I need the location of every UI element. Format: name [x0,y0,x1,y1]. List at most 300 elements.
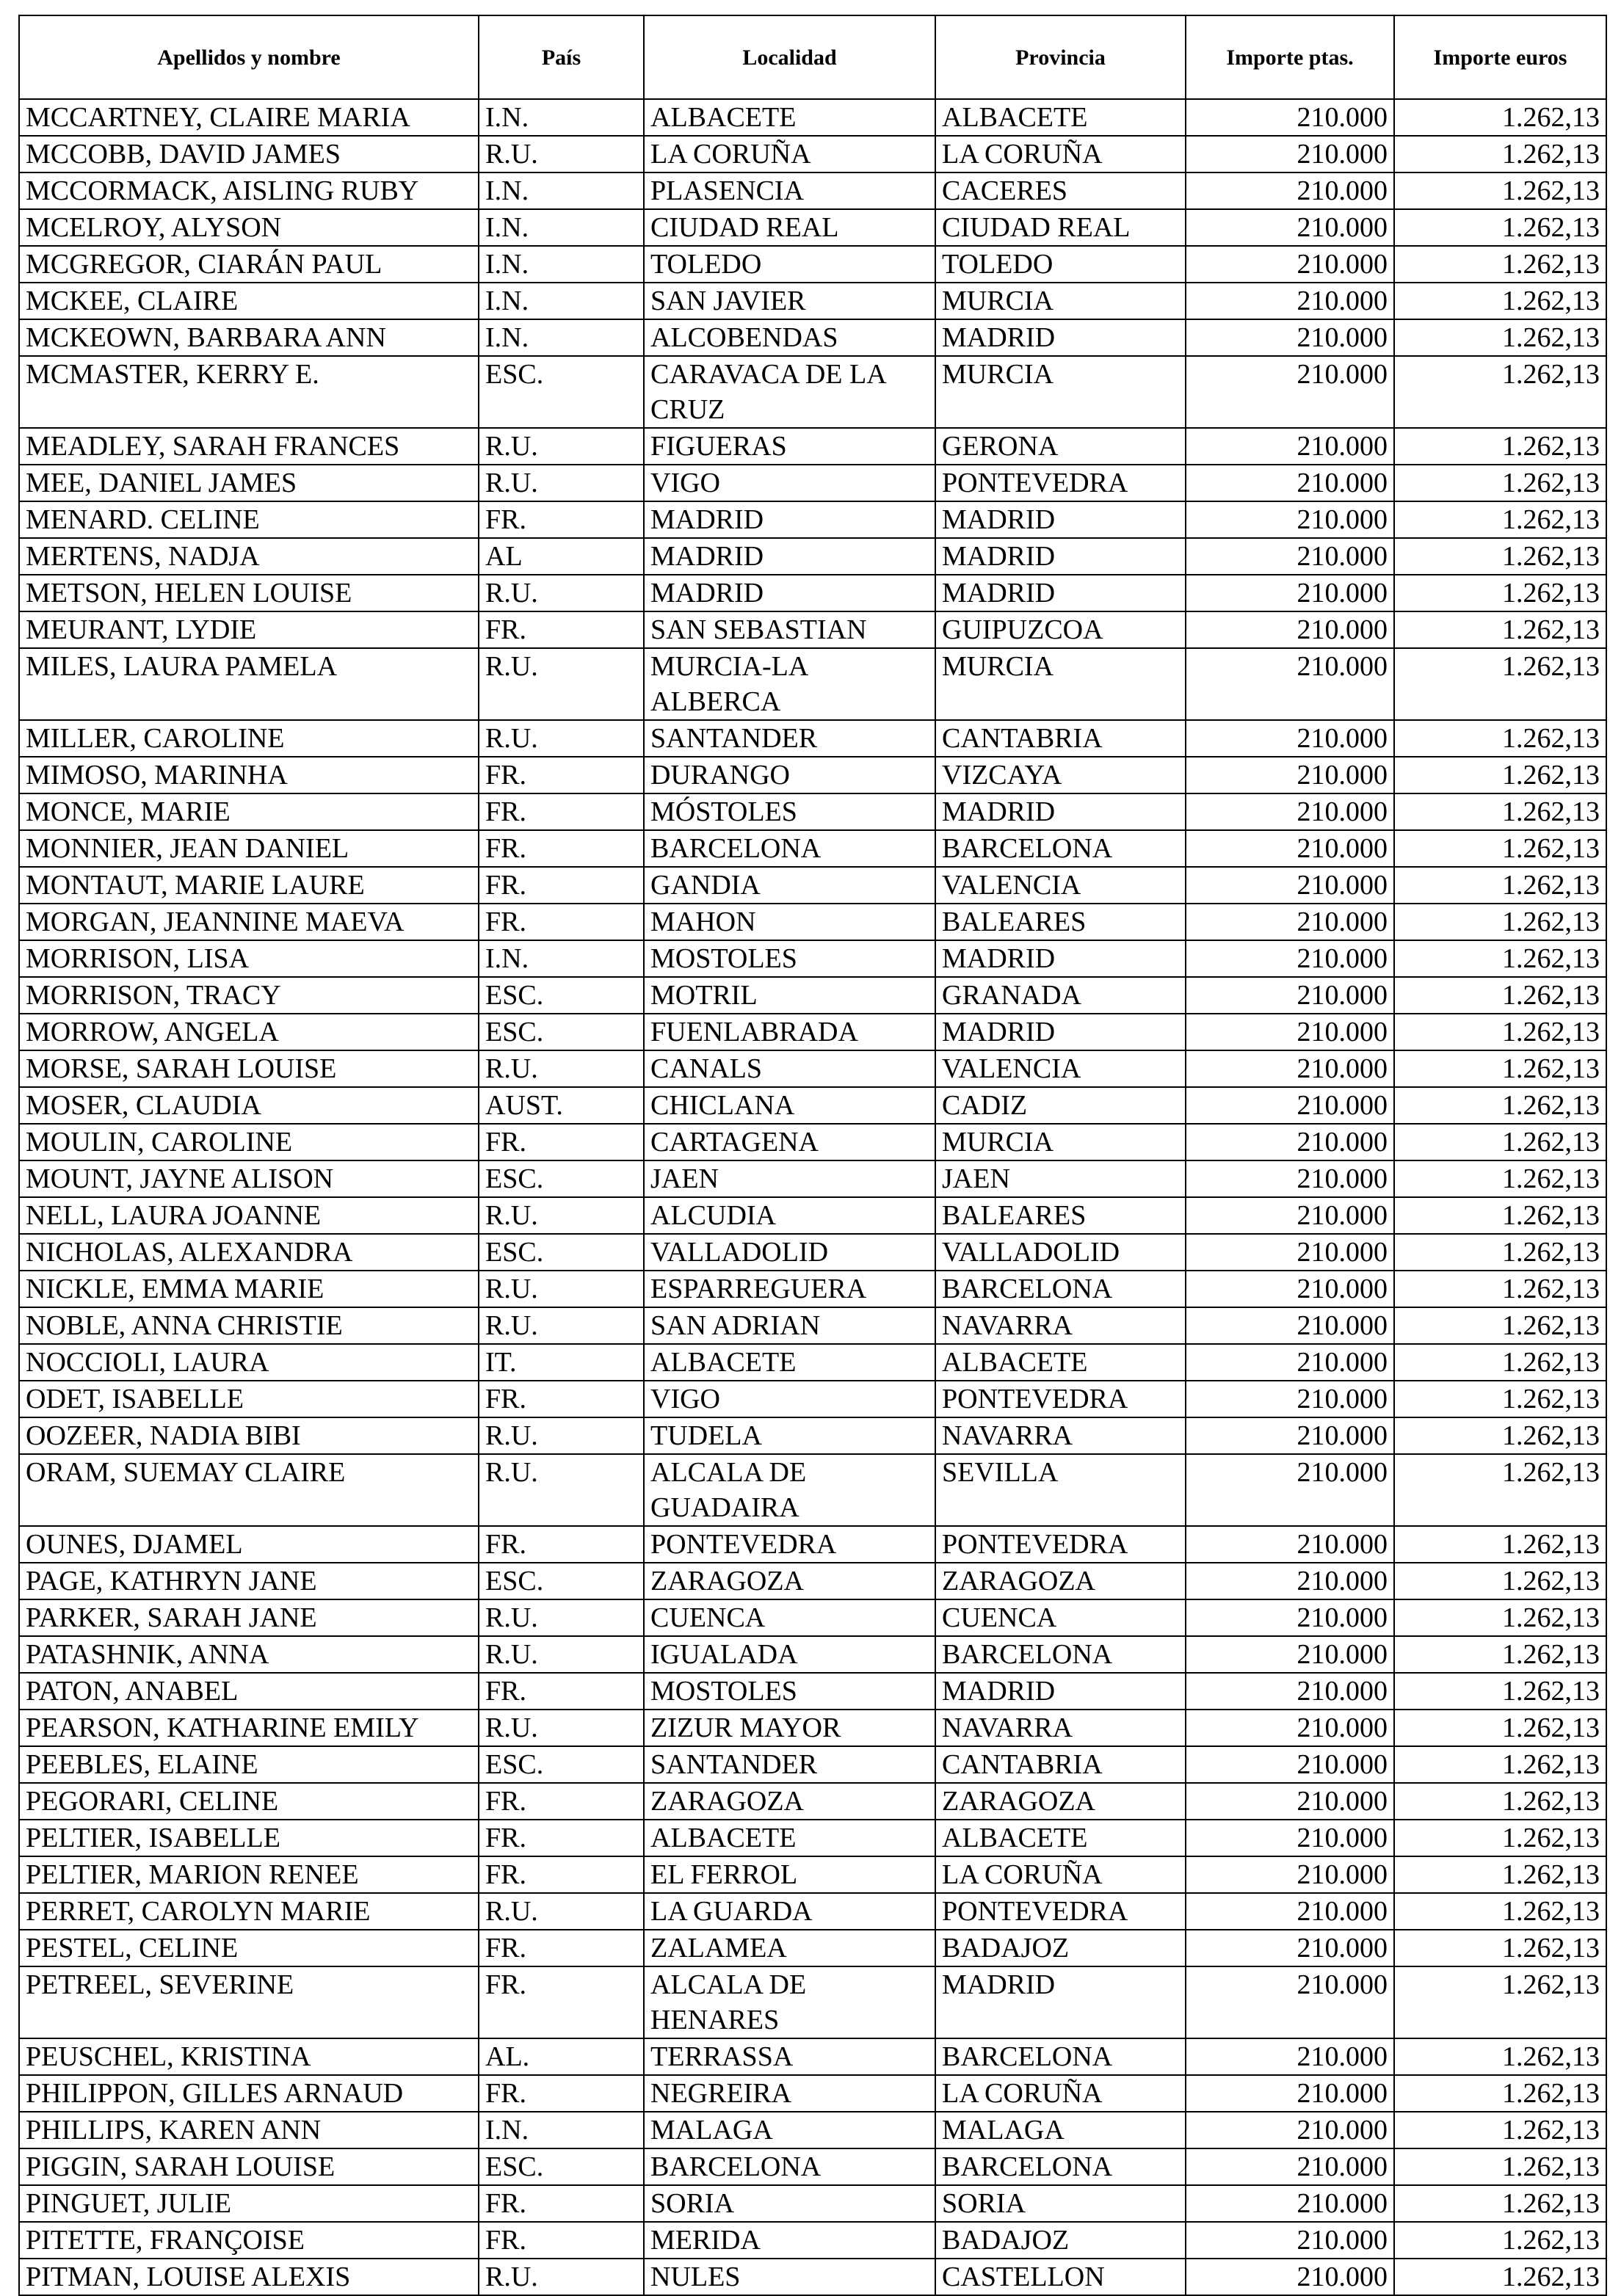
cell-name: PITETTE, FRANÇOISE [19,2222,479,2259]
cell-province: PONTEVEDRA [935,1526,1186,1563]
cell-locality: ALCALA DE HENARES [644,1966,935,2038]
cell-euros: 1.262,13 [1394,1234,1606,1271]
cell-ptas: 210.000 [1186,356,1394,428]
cell-country: R.U. [479,1599,644,1636]
cell-ptas: 210.000 [1186,501,1394,538]
cell-locality: CUENCA [644,1599,935,1636]
cell-country: I.N. [479,940,644,977]
cell-euros: 1.262,13 [1394,904,1606,940]
cell-euros: 1.262,13 [1394,1454,1606,1526]
cell-name: MCCORMACK, AISLING RUBY [19,172,479,209]
cell-name: PARKER, SARAH JANE [19,1599,479,1636]
table-row [19,1014,1606,1050]
cell-locality: CHICLANA [644,1087,935,1124]
table-row [19,1454,1606,1526]
cell-name: NICHOLAS, ALEXANDRA [19,1234,479,1271]
cell-euros: 1.262,13 [1394,575,1606,611]
header-row [19,15,1606,99]
cell-country: I.N. [479,246,644,283]
table-row [19,648,1606,720]
cell-name: ODET, ISABELLE [19,1381,479,1417]
cell-ptas: 210.000 [1186,1746,1394,1783]
cell-locality: MADRID [644,538,935,575]
header-ptas: Importe ptas. [1186,15,1394,99]
cell-locality: VIGO [644,465,935,501]
cell-province: JAEN [935,1160,1186,1197]
cell-euros: 1.262,13 [1394,793,1606,830]
cell-locality: BARCELONA [644,2148,935,2185]
cell-locality: ZIZUR MAYOR [644,1710,935,1746]
cell-locality: MOSTOLES [644,940,935,977]
cell-ptas: 210.000 [1186,465,1394,501]
cell-province: MALAGA [935,2112,1186,2148]
cell-name: PEARSON, KATHARINE EMILY [19,1710,479,1746]
cell-province: PONTEVEDRA [935,1381,1186,1417]
cell-euros: 1.262,13 [1394,2112,1606,2148]
cell-euros: 1.262,13 [1394,2222,1606,2259]
cell-country: FR. [479,1124,644,1160]
cell-country: ESC. [479,1234,644,1271]
cell-country: FR. [479,1856,644,1893]
header-country: País [479,15,644,99]
cell-name: PEEBLES, ELAINE [19,1746,479,1783]
cell-name: PELTIER, ISABELLE [19,1820,479,1856]
cell-province: CADIZ [935,1087,1186,1124]
cell-ptas: 210.000 [1186,1271,1394,1307]
cell-ptas: 210.000 [1186,1454,1394,1526]
cell-ptas: 210.000 [1186,136,1394,172]
cell-province: NAVARRA [935,1307,1186,1344]
cell-province: BALEARES [935,904,1186,940]
cell-name: MILES, LAURA PAMELA [19,648,479,720]
cell-name: PIGGIN, SARAH LOUISE [19,2148,479,2185]
cell-locality: ALBACETE [644,1820,935,1856]
cell-name: PESTEL, CELINE [19,1930,479,1966]
cell-province: NAVARRA [935,1710,1186,1746]
table-row [19,2075,1606,2112]
cell-province: MADRID [935,1014,1186,1050]
table-row [19,428,1606,465]
cell-name: PERRET, CAROLYN MARIE [19,1893,479,1930]
cell-ptas: 210.000 [1186,1526,1394,1563]
cell-country: R.U. [479,1893,644,1930]
cell-name: ORAM, SUEMAY CLAIRE [19,1454,479,1526]
cell-euros: 1.262,13 [1394,1160,1606,1197]
table-row [19,977,1606,1014]
cell-name: MOSER, CLAUDIA [19,1087,479,1124]
header-name: Apellidos y nombre [19,15,479,99]
cell-name: MONCE, MARIE [19,793,479,830]
cell-ptas: 210.000 [1186,1381,1394,1417]
cell-euros: 1.262,13 [1394,977,1606,1014]
cell-province: LA CORUÑA [935,2075,1186,2112]
cell-ptas: 210.000 [1186,2075,1394,2112]
table-row [19,538,1606,575]
header-euros: Importe euros [1394,15,1606,99]
cell-locality: MALAGA [644,2112,935,2148]
cell-name: MCMASTER, KERRY E. [19,356,479,428]
cell-country: FR. [479,1673,644,1710]
cell-country: I.N. [479,2112,644,2148]
cell-euros: 1.262,13 [1394,1124,1606,1160]
table-row [19,1526,1606,1563]
cell-country: R.U. [479,1050,644,1087]
cell-province: NAVARRA [935,1417,1186,1454]
table-row [19,575,1606,611]
cell-province: BARCELONA [935,2148,1186,2185]
cell-euros: 1.262,13 [1394,1636,1606,1673]
table-row [19,1893,1606,1930]
cell-ptas: 210.000 [1186,904,1394,940]
cell-ptas: 210.000 [1186,1893,1394,1930]
cell-name: MERTENS, NADJA [19,538,479,575]
cell-province: PONTEVEDRA [935,1893,1186,1930]
table-row [19,2148,1606,2185]
cell-country: R.U. [479,575,644,611]
cell-province: CIUDAD REAL [935,209,1186,246]
cell-country: R.U. [479,1197,644,1234]
table-row [19,1783,1606,1820]
cell-country: I.N. [479,319,644,356]
cell-province: CACERES [935,172,1186,209]
cell-name: MOULIN, CAROLINE [19,1124,479,1160]
cell-locality: ZARAGOZA [644,1563,935,1599]
cell-euros: 1.262,13 [1394,172,1606,209]
cell-locality: PLASENCIA [644,172,935,209]
cell-name: PATON, ANABEL [19,1673,479,1710]
cell-country: FR. [479,611,644,648]
cell-country: FR. [479,1820,644,1856]
table-row [19,172,1606,209]
cell-locality: ALCUDIA [644,1197,935,1234]
cell-country: FR. [479,1930,644,1966]
cell-province: VALLADOLID [935,1234,1186,1271]
cell-province: TOLEDO [935,246,1186,283]
table-row [19,830,1606,867]
cell-province: LA CORUÑA [935,1856,1186,1893]
table-body [19,99,1606,2295]
cell-ptas: 210.000 [1186,2112,1394,2148]
cell-country: I.N. [479,99,644,136]
cell-country: R.U. [479,1710,644,1746]
cell-locality: FIGUERAS [644,428,935,465]
cell-euros: 1.262,13 [1394,1783,1606,1820]
cell-locality: SAN ADRIAN [644,1307,935,1344]
cell-ptas: 210.000 [1186,319,1394,356]
cell-euros: 1.262,13 [1394,2038,1606,2075]
cell-euros: 1.262,13 [1394,757,1606,793]
cell-province: MURCIA [935,356,1186,428]
cell-euros: 1.262,13 [1394,1673,1606,1710]
cell-province: MADRID [935,940,1186,977]
cell-euros: 1.262,13 [1394,1746,1606,1783]
cell-locality: MOSTOLES [644,1673,935,1710]
cell-name: MORRISON, TRACY [19,977,479,1014]
cell-locality: MERIDA [644,2222,935,2259]
cell-province: MURCIA [935,1124,1186,1160]
table-row [19,1930,1606,1966]
cell-euros: 1.262,13 [1394,501,1606,538]
cell-name: OOZEER, NADIA BIBI [19,1417,479,1454]
cell-name: PETREEL, SEVERINE [19,1966,479,2038]
cell-euros: 1.262,13 [1394,1417,1606,1454]
cell-locality: CANALS [644,1050,935,1087]
cell-country: R.U. [479,1271,644,1307]
cell-country: I.N. [479,172,644,209]
cell-name: MCCARTNEY, CLAIRE MARIA [19,99,479,136]
cell-name: PINGUET, JULIE [19,2185,479,2222]
cell-name: MEURANT, LYDIE [19,611,479,648]
table-row [19,1381,1606,1417]
cell-locality: SANTANDER [644,720,935,757]
cell-ptas: 210.000 [1186,575,1394,611]
cell-locality: PONTEVEDRA [644,1526,935,1563]
cell-name: MOUNT, JAYNE ALISON [19,1160,479,1197]
table-row [19,720,1606,757]
cell-ptas: 210.000 [1186,867,1394,904]
table-row [19,319,1606,356]
cell-ptas: 210.000 [1186,2038,1394,2075]
cell-province: ZARAGOZA [935,1783,1186,1820]
cell-province: MURCIA [935,648,1186,720]
cell-locality: ESPARREGUERA [644,1271,935,1307]
cell-locality: EL FERROL [644,1856,935,1893]
cell-name: PELTIER, MARION RENEE [19,1856,479,1893]
cell-euros: 1.262,13 [1394,1856,1606,1893]
table-row [19,1160,1606,1197]
cell-country: FR. [479,1783,644,1820]
table-row [19,465,1606,501]
cell-locality: CIUDAD REAL [644,209,935,246]
cell-country: ESC. [479,2148,644,2185]
table-row [19,1856,1606,1893]
cell-ptas: 210.000 [1186,1966,1394,2038]
table-row [19,904,1606,940]
cell-country: FR. [479,757,644,793]
cell-ptas: 210.000 [1186,1636,1394,1673]
table-row [19,1599,1606,1636]
cell-ptas: 210.000 [1186,757,1394,793]
cell-province: SEVILLA [935,1454,1186,1526]
cell-province: BARCELONA [935,2038,1186,2075]
table-row [19,1636,1606,1673]
cell-ptas: 210.000 [1186,2259,1394,2295]
cell-ptas: 210.000 [1186,1783,1394,1820]
cell-country: R.U. [479,1636,644,1673]
table-row [19,1197,1606,1234]
table-row [19,611,1606,648]
table-row [19,1124,1606,1160]
cell-province: CUENCA [935,1599,1186,1636]
cell-name: MORGAN, JEANNINE MAEVA [19,904,479,940]
cell-euros: 1.262,13 [1394,1820,1606,1856]
table-row [19,1087,1606,1124]
cell-province: CANTABRIA [935,1746,1186,1783]
cell-ptas: 210.000 [1186,2148,1394,2185]
table-row [19,1710,1606,1746]
cell-euros: 1.262,13 [1394,319,1606,356]
cell-ptas: 210.000 [1186,172,1394,209]
cell-name: OUNES, DJAMEL [19,1526,479,1563]
cell-locality: SANTANDER [644,1746,935,1783]
cell-name: MIMOSO, MARINHA [19,757,479,793]
cell-province: LA CORUÑA [935,136,1186,172]
cell-locality: ZARAGOZA [644,1783,935,1820]
cell-euros: 1.262,13 [1394,209,1606,246]
cell-province: SORIA [935,2185,1186,2222]
cell-province: BARCELONA [935,1636,1186,1673]
cell-locality: LA CORUÑA [644,136,935,172]
cell-country: I.N. [479,209,644,246]
cell-name: NOCCIOLI, LAURA [19,1344,479,1381]
cell-euros: 1.262,13 [1394,830,1606,867]
cell-locality: MÓSTOLES [644,793,935,830]
cell-locality: CARAVACA DE LA CRUZ [644,356,935,428]
cell-ptas: 210.000 [1186,611,1394,648]
cell-name: PEGORARI, CELINE [19,1783,479,1820]
cell-euros: 1.262,13 [1394,538,1606,575]
table-row [19,356,1606,428]
cell-euros: 1.262,13 [1394,1307,1606,1344]
cell-country: ESC. [479,356,644,428]
cell-euros: 1.262,13 [1394,246,1606,283]
cell-euros: 1.262,13 [1394,1381,1606,1417]
cell-ptas: 210.000 [1186,1234,1394,1271]
cell-country: FR. [479,830,644,867]
table-row [19,793,1606,830]
cell-province: CANTABRIA [935,720,1186,757]
cell-country: FR. [479,1381,644,1417]
cell-province: CASTELLON [935,2259,1186,2295]
cell-ptas: 210.000 [1186,1050,1394,1087]
cell-country: R.U. [479,465,644,501]
cell-ptas: 210.000 [1186,1673,1394,1710]
cell-province: BALEARES [935,1197,1186,1234]
table-row [19,136,1606,172]
table-row [19,246,1606,283]
cell-country: R.U. [479,2259,644,2295]
cell-euros: 1.262,13 [1394,1271,1606,1307]
table-row [19,1417,1606,1454]
cell-ptas: 210.000 [1186,830,1394,867]
cell-ptas: 210.000 [1186,940,1394,977]
cell-name: NICKLE, EMMA MARIE [19,1271,479,1307]
cell-locality: SAN JAVIER [644,283,935,319]
cell-euros: 1.262,13 [1394,1197,1606,1234]
cell-province: PONTEVEDRA [935,465,1186,501]
cell-province: BARCELONA [935,1271,1186,1307]
cell-province: ZARAGOZA [935,1563,1186,1599]
cell-country: IT. [479,1344,644,1381]
cell-province: MADRID [935,575,1186,611]
cell-country: FR. [479,501,644,538]
cell-name: PHILIPPON, GILLES ARNAUD [19,2075,479,2112]
cell-locality: MADRID [644,501,935,538]
cell-name: MCCOBB, DAVID JAMES [19,136,479,172]
cell-locality: MOTRIL [644,977,935,1014]
cell-country: AUST. [479,1087,644,1124]
cell-euros: 1.262,13 [1394,1087,1606,1124]
table-row [19,1234,1606,1271]
cell-province: BADAJOZ [935,1930,1186,1966]
table-row [19,2259,1606,2295]
cell-ptas: 210.000 [1186,2185,1394,2222]
cell-ptas: 210.000 [1186,209,1394,246]
cell-country: FR. [479,1526,644,1563]
cell-locality: BARCELONA [644,830,935,867]
cell-locality: TUDELA [644,1417,935,1454]
cell-euros: 1.262,13 [1394,1563,1606,1599]
cell-name: PHILLIPS, KAREN ANN [19,2112,479,2148]
cell-ptas: 210.000 [1186,99,1394,136]
cell-locality: MAHON [644,904,935,940]
table-row [19,2112,1606,2148]
cell-euros: 1.262,13 [1394,2075,1606,2112]
cell-country: FR. [479,1966,644,2038]
cell-ptas: 210.000 [1186,1307,1394,1344]
cell-name: MONNIER, JEAN DANIEL [19,830,479,867]
cell-name: PEUSCHEL, KRISTINA [19,2038,479,2075]
table-row [19,1563,1606,1599]
cell-locality: SORIA [644,2185,935,2222]
cell-name: MCGREGOR, CIARÁN PAUL [19,246,479,283]
cell-name: MONTAUT, MARIE LAURE [19,867,479,904]
cell-name: PATASHNIK, ANNA [19,1636,479,1673]
cell-country: R.U. [479,1307,644,1344]
table-row [19,2222,1606,2259]
cell-euros: 1.262,13 [1394,940,1606,977]
cell-name: MCKEOWN, BARBARA ANN [19,319,479,356]
cell-province: VALENCIA [935,867,1186,904]
cell-ptas: 210.000 [1186,246,1394,283]
cell-locality: JAEN [644,1160,935,1197]
cell-locality: ALBACETE [644,99,935,136]
cell-locality: GANDIA [644,867,935,904]
cell-euros: 1.262,13 [1394,720,1606,757]
cell-name: MORRISON, LISA [19,940,479,977]
cell-euros: 1.262,13 [1394,99,1606,136]
cell-country: R.U. [479,648,644,720]
cell-locality: NULES [644,2259,935,2295]
cell-country: FR. [479,867,644,904]
cell-locality: TOLEDO [644,246,935,283]
cell-name: MCKEE, CLAIRE [19,283,479,319]
cell-province: MADRID [935,538,1186,575]
cell-ptas: 210.000 [1186,2222,1394,2259]
cell-euros: 1.262,13 [1394,1710,1606,1746]
cell-euros: 1.262,13 [1394,1526,1606,1563]
cell-name: NELL, LAURA JOANNE [19,1197,479,1234]
cell-locality: ALBACETE [644,1344,935,1381]
cell-ptas: 210.000 [1186,1087,1394,1124]
grants-table [18,15,1607,2296]
cell-ptas: 210.000 [1186,1820,1394,1856]
cell-country: R.U. [479,428,644,465]
table-row [19,867,1606,904]
table-row [19,99,1606,136]
cell-name: PITMAN, LOUISE ALEXIS [19,2259,479,2295]
cell-name: MILLER, CAROLINE [19,720,479,757]
table-row [19,501,1606,538]
cell-locality: SAN SEBASTIAN [644,611,935,648]
cell-locality: IGUALADA [644,1636,935,1673]
cell-locality: CARTAGENA [644,1124,935,1160]
table-row [19,2038,1606,2075]
cell-ptas: 210.000 [1186,1344,1394,1381]
table-row [19,209,1606,246]
cell-euros: 1.262,13 [1394,1050,1606,1087]
cell-euros: 1.262,13 [1394,867,1606,904]
